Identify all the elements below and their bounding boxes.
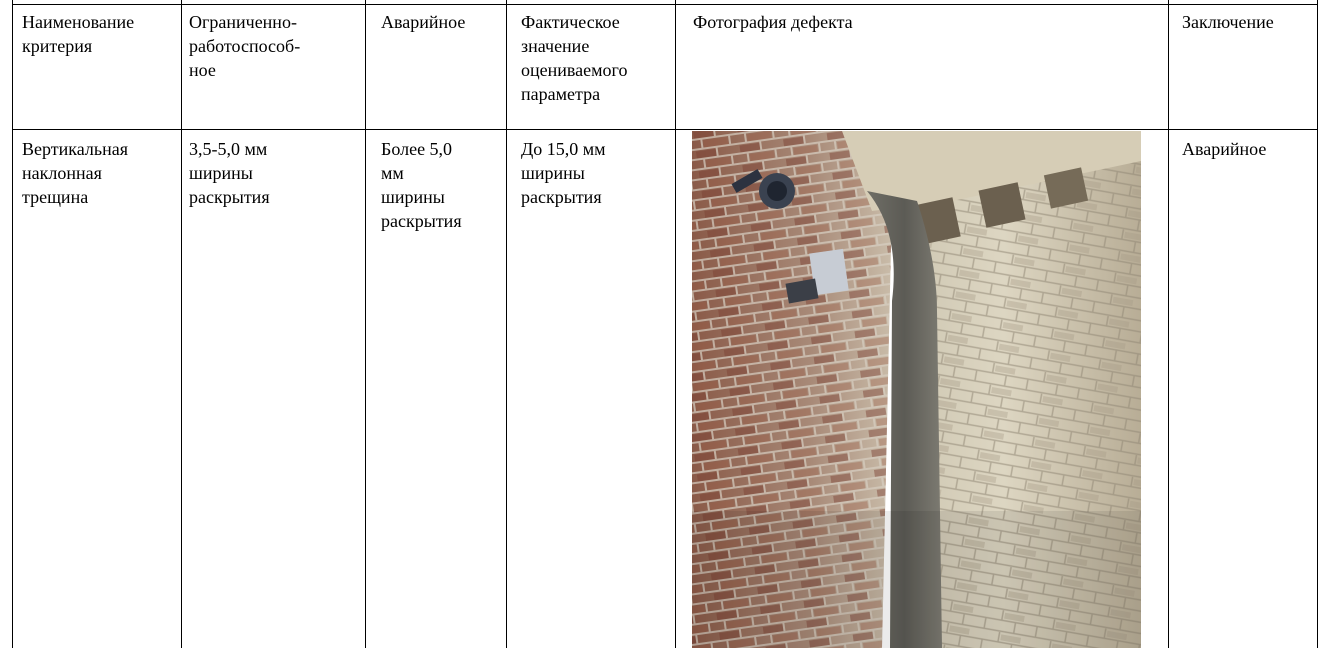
header-emergency: Аварийное <box>381 12 466 32</box>
col-border-5 <box>1168 0 1169 648</box>
header-limited-operable: Ограниченно- работоспособ- ное <box>189 12 301 80</box>
col-border-0 <box>12 0 13 648</box>
cell-emergency: Более 5,0 мм ширины раскрытия <box>381 139 462 231</box>
col-border-6 <box>1317 0 1318 648</box>
header-conclusion: Заключение <box>1182 12 1274 32</box>
col-border-2 <box>365 0 366 648</box>
col-border-3 <box>506 0 507 648</box>
table-top-border <box>12 4 1318 5</box>
cell-conclusion: Аварийное <box>1182 139 1267 159</box>
col-border-4 <box>675 0 676 648</box>
cell-limited-operable: 3,5-5,0 мм ширины раскрытия <box>189 139 270 207</box>
header-row-border <box>12 129 1318 130</box>
defect-photo <box>692 131 1141 648</box>
header-defect-photo: Фотография дефекта <box>693 12 853 32</box>
header-criterion-name: Наименование критерия <box>22 12 135 56</box>
header-actual-value: Фактическое значение оцениваемого параметра <box>521 12 628 104</box>
cell-criterion: Вертикальная наклонная трещина <box>22 139 128 207</box>
col-border-1 <box>181 0 182 648</box>
cell-actual-value: До 15,0 мм ширины раскрытия <box>521 139 606 207</box>
